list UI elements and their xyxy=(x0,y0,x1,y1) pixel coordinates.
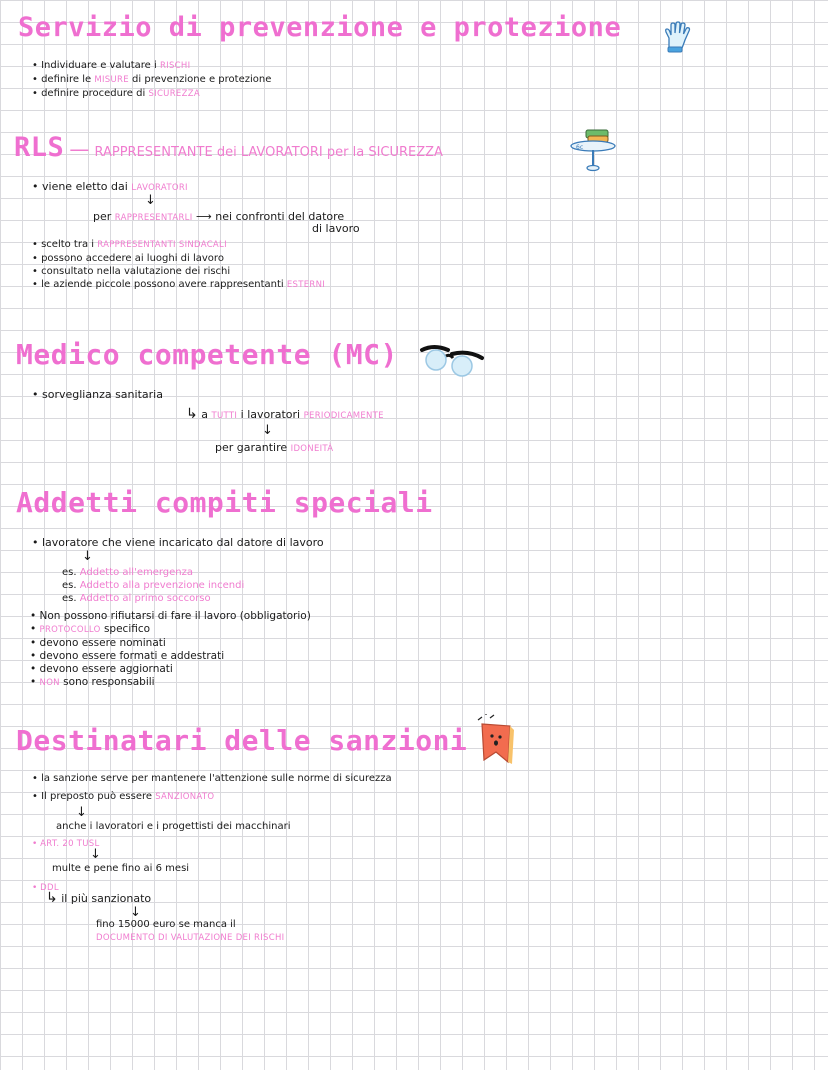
mc-branch: ↳ a TUTTI i lavoratori PERIODICAMENTE xyxy=(186,406,384,422)
svg-text:6c: 6c xyxy=(576,144,584,151)
rls-elected: • viene eletto dai LAVORATORI xyxy=(32,180,188,195)
branch-arrow-icon: ↳ xyxy=(186,406,198,422)
list-item: • devono essere formati e addestrati xyxy=(30,650,311,663)
section-title-spp: Servizio di prevenzione e protezione xyxy=(18,12,622,43)
mc-item: • sorveglianza sanitaria xyxy=(32,388,163,401)
branch-arrow-icon: ↳ xyxy=(46,890,58,906)
list-item: es. Addetto all'emergenza xyxy=(62,567,194,578)
list-item: • definire le MISURE di prevenzione e protezione xyxy=(32,73,271,87)
list-item: es. Addetto al primo soccorso xyxy=(62,593,211,604)
section-title-rls xyxy=(14,132,443,163)
list-item: • devono essere aggiornati xyxy=(30,663,311,676)
list-item: • consultato nella valutazione dei rischi xyxy=(32,265,325,278)
glasses-icon xyxy=(418,340,486,380)
list-item: • Non possono rifiutarsi di fare il lavoro (obbligatorio) xyxy=(30,610,311,623)
sanzioni-also: anche i lavoratori e i progettisti dei macchinari xyxy=(56,821,291,832)
glove-icon xyxy=(660,20,694,54)
addetti-examples xyxy=(62,566,244,605)
spp-list xyxy=(32,59,271,101)
sanzioni-ddl: • DDL xyxy=(32,880,59,895)
rls-represent: per RAPPRESENTARLI ⟶ nei confronti del datore xyxy=(93,210,345,223)
section-title-sanzioni: Destinatari delle sanzioni xyxy=(16,724,468,757)
arrow-down-icon: ↓ xyxy=(262,423,273,438)
rls-title: RLS xyxy=(14,132,65,163)
sanzioni-art: • ART. 20 TUSL xyxy=(32,836,100,851)
bookmark-face-icon xyxy=(472,714,518,766)
rls-dash: — xyxy=(69,137,90,161)
cake-stand-icon xyxy=(568,128,618,174)
rls-subtitle: RAPPRESENTANTE dei LAVORATORI per la SICUREZZA xyxy=(94,145,443,160)
mc-garantire: per garantire IDONEITÀ xyxy=(215,441,334,454)
list-item: • le aziende piccole possono avere rappresentanti ESTERNI xyxy=(32,278,325,292)
rls-represent-2: di lavoro xyxy=(312,222,360,235)
list-item: • definire procedure di SICUREZZA xyxy=(32,87,271,101)
arrow-down-icon: ↓ xyxy=(90,847,101,862)
arrow-down-icon: ↓ xyxy=(82,549,93,564)
list-item: • PROTOCOLLO specifico xyxy=(30,623,311,637)
list-item: • devono essere nominati xyxy=(30,637,311,650)
sanzioni-piu: ↳ il più sanzionato xyxy=(46,890,152,906)
sanzioni-item-2: • Il preposto può essere SANZIONATO xyxy=(32,790,214,804)
arrow-down-icon: ↓ xyxy=(130,905,141,920)
section-title-mc: Medico competente (MC) xyxy=(16,338,398,371)
list-item: • scelto tra i RAPPRESENTANTI SINDACALI xyxy=(32,238,325,252)
sanzioni-multe: multe e pene fino ai 6 mesi xyxy=(52,863,190,874)
list-item: • possono accedere ai luoghi di lavoro xyxy=(32,252,325,265)
list-item: es. Addetto alla prevenzione incendi xyxy=(62,580,245,591)
list-item: • Individuare e valutare i RISCHI xyxy=(32,59,271,73)
arrow-right-icon: ⟶ xyxy=(196,210,212,223)
sanzioni-item-1: • la sanzione serve per mantenere l'attenzione sulle norme di sicurezza xyxy=(32,772,392,785)
arrow-down-icon: ↓ xyxy=(145,193,156,208)
list-item: • NON sono responsabili xyxy=(30,676,311,690)
section-title-addetti: Addetti compiti speciali xyxy=(16,486,433,519)
addetti-lead: • lavoratore che viene incaricato dal datore di lavoro xyxy=(32,536,324,549)
addetti-list xyxy=(30,610,311,690)
sanzioni-doc: DOCUMENTO DI VALUTAZIONE DEI RISCHI xyxy=(96,933,285,943)
sanzioni-fino: fino 15000 euro se manca il xyxy=(96,919,236,930)
rls-list xyxy=(32,238,325,292)
arrow-down-icon: ↓ xyxy=(76,805,87,820)
